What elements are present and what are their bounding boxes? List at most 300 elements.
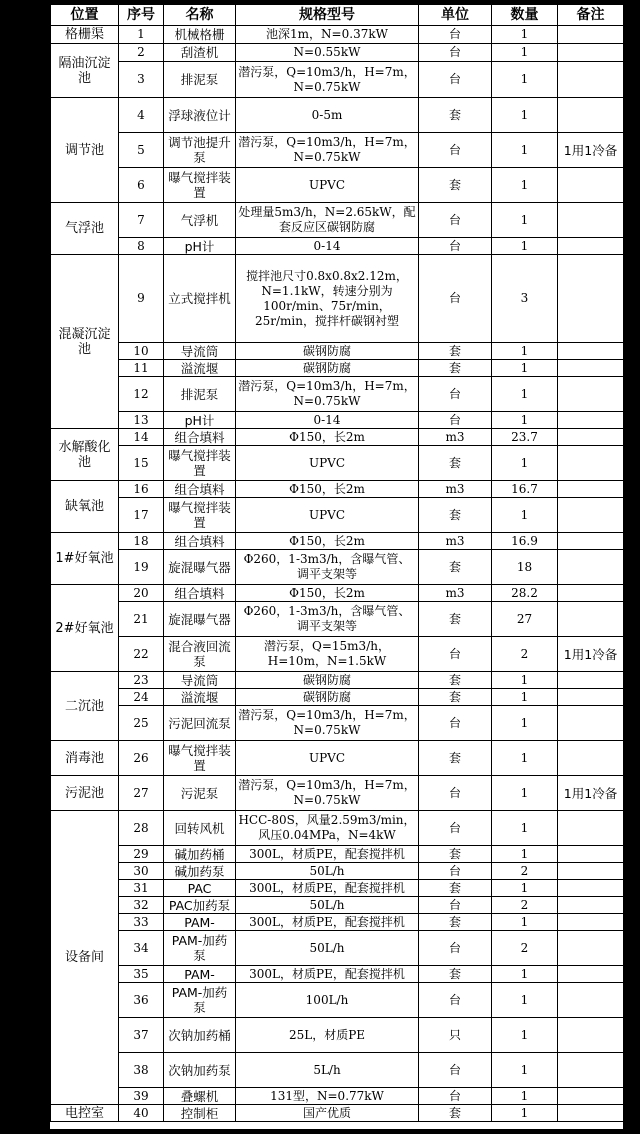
qty-cell: 2 — [492, 931, 558, 966]
qty-cell: 16.7 — [492, 481, 558, 498]
spec-cell: 潜污泵，Q=10m3/h，H=7m，N=0.75kW — [236, 377, 419, 412]
no-cell: 29 — [119, 846, 164, 863]
name-cell: 组合填料 — [164, 429, 236, 446]
note-cell — [558, 897, 624, 914]
no-cell: 12 — [119, 377, 164, 412]
no-cell: 7 — [119, 203, 164, 238]
spec-cell: 25L，材质PE — [236, 1018, 419, 1053]
name-cell: PAM- — [164, 966, 236, 983]
qty-cell: 1 — [492, 914, 558, 931]
spec-cell: 搅拌池尺寸0.8x0.8x2.12m，N=1.1kW，转速分别为100r/min、75r/min，25r/min，搅拌杆碳钢衬塑 — [236, 255, 419, 343]
table-row — [51, 637, 624, 672]
location-cell: 消毒池 — [51, 741, 119, 776]
equipment-table — [50, 4, 624, 1122]
no-cell: 39 — [119, 1088, 164, 1105]
spec-cell: 131型，N=0.77kW — [236, 1088, 419, 1105]
note-cell: 1用1冷备 — [558, 776, 624, 811]
unit-cell: 台 — [419, 412, 492, 429]
no-cell: 15 — [119, 446, 164, 481]
table-row — [51, 931, 624, 966]
name-cell: 浮球液位计 — [164, 98, 236, 133]
no-cell: 30 — [119, 863, 164, 880]
table-row — [51, 672, 624, 689]
qty-cell: 1 — [492, 1088, 558, 1105]
table-row — [51, 880, 624, 897]
table-row — [51, 533, 624, 550]
name-cell: 曝气搅拌装置 — [164, 741, 236, 776]
spec-cell: 潜污泵，Q=10m3/h，H=7m，N=0.75kW — [236, 706, 419, 741]
unit-cell: m3 — [419, 533, 492, 550]
name-cell: 次钠加药泵 — [164, 1053, 236, 1088]
name-cell: 机械格栅 — [164, 26, 236, 44]
no-cell: 20 — [119, 585, 164, 602]
no-cell: 33 — [119, 914, 164, 931]
note-cell — [558, 238, 624, 255]
note-cell — [558, 931, 624, 966]
unit-cell: 台 — [419, 377, 492, 412]
note-cell — [558, 446, 624, 481]
note-cell — [558, 360, 624, 377]
equipment-list-sheet — [50, 4, 623, 1129]
name-cell: 曝气搅拌装置 — [164, 446, 236, 481]
name-cell: PAM-加药泵 — [164, 983, 236, 1018]
no-cell: 38 — [119, 1053, 164, 1088]
table-row — [51, 602, 624, 637]
note-cell — [558, 1105, 624, 1122]
spec-cell: UPVC — [236, 498, 419, 533]
table-row — [51, 446, 624, 481]
no-cell: 9 — [119, 255, 164, 343]
note-cell — [558, 412, 624, 429]
qty-cell: 1 — [492, 706, 558, 741]
no-cell: 10 — [119, 343, 164, 360]
qty-cell: 1 — [492, 238, 558, 255]
no-cell: 34 — [119, 931, 164, 966]
table-row — [51, 897, 624, 914]
qty-cell: 1 — [492, 26, 558, 44]
name-cell: 曝气搅拌装置 — [164, 168, 236, 203]
unit-cell: 套 — [419, 672, 492, 689]
spec-cell: N=0.55kW — [236, 44, 419, 62]
unit-cell: 套 — [419, 1105, 492, 1122]
table-row — [51, 412, 624, 429]
unit-cell: 套 — [419, 966, 492, 983]
table-row — [51, 1053, 624, 1088]
no-cell: 21 — [119, 602, 164, 637]
qty-cell: 1 — [492, 168, 558, 203]
no-cell: 4 — [119, 98, 164, 133]
unit-cell: 台 — [419, 203, 492, 238]
location-cell: 缺氧池 — [51, 481, 119, 533]
table-row — [51, 966, 624, 983]
header-location: 位置 — [51, 5, 119, 26]
no-cell: 8 — [119, 238, 164, 255]
spec-cell: 300L，材质PE，配套搅拌机 — [236, 846, 419, 863]
spec-cell: 处理量5m3/h，N=2.65kW，配套反应区碳钢防腐 — [236, 203, 419, 238]
location-cell: 污泥池 — [51, 776, 119, 811]
unit-cell: 台 — [419, 931, 492, 966]
table-row — [51, 429, 624, 446]
no-cell: 40 — [119, 1105, 164, 1122]
unit-cell: 套 — [419, 446, 492, 481]
spec-cell: Φ150，长2m — [236, 533, 419, 550]
unit-cell: 套 — [419, 360, 492, 377]
unit-cell: 套 — [419, 498, 492, 533]
no-cell: 22 — [119, 637, 164, 672]
spec-cell: Φ150，长2m — [236, 429, 419, 446]
name-cell: 叠螺机 — [164, 1088, 236, 1105]
note-cell — [558, 1053, 624, 1088]
table-row — [51, 203, 624, 238]
name-cell: 导流筒 — [164, 343, 236, 360]
name-cell: 碱加药泵 — [164, 863, 236, 880]
note-cell — [558, 983, 624, 1018]
note-cell — [558, 62, 624, 98]
name-cell: 排泥泵 — [164, 62, 236, 98]
unit-cell: m3 — [419, 585, 492, 602]
qty-cell: 2 — [492, 897, 558, 914]
spec-cell: UPVC — [236, 446, 419, 481]
note-cell — [558, 550, 624, 585]
no-cell: 24 — [119, 689, 164, 706]
name-cell: 气浮机 — [164, 203, 236, 238]
name-cell: PAC加药泵 — [164, 897, 236, 914]
spec-cell: 池深1m，N=0.37kW — [236, 26, 419, 44]
note-cell — [558, 585, 624, 602]
spec-cell: Φ260，1-3m3/h，含曝气管、调平支架等 — [236, 550, 419, 585]
note-cell — [558, 1018, 624, 1053]
name-cell: 组合填料 — [164, 585, 236, 602]
qty-cell: 1 — [492, 203, 558, 238]
no-cell: 27 — [119, 776, 164, 811]
unit-cell: 台 — [419, 897, 492, 914]
spec-cell: 0-5m — [236, 98, 419, 133]
name-cell: pH计 — [164, 238, 236, 255]
qty-cell: 1 — [492, 983, 558, 1018]
table-row — [51, 983, 624, 1018]
table-row — [51, 238, 624, 255]
spec-cell: 碳钢防腐 — [236, 343, 419, 360]
location-cell: 电控室 — [51, 1105, 119, 1122]
note-cell — [558, 602, 624, 637]
name-cell: 旋混曝气器 — [164, 550, 236, 585]
spec-cell: UPVC — [236, 168, 419, 203]
table-row — [51, 550, 624, 585]
qty-cell: 2 — [492, 863, 558, 880]
spec-cell: 50L/h — [236, 897, 419, 914]
no-cell: 36 — [119, 983, 164, 1018]
unit-cell: 台 — [419, 811, 492, 846]
qty-cell: 1 — [492, 498, 558, 533]
name-cell: 旋混曝气器 — [164, 602, 236, 637]
table-row — [51, 343, 624, 360]
location-cell: 调节池 — [51, 98, 119, 203]
spec-cell: Φ150，长2m — [236, 481, 419, 498]
spec-cell: UPVC — [236, 741, 419, 776]
no-cell: 14 — [119, 429, 164, 446]
note-cell — [558, 498, 624, 533]
qty-cell: 1 — [492, 880, 558, 897]
location-cell: 混凝沉淀池 — [51, 255, 119, 429]
unit-cell: 台 — [419, 706, 492, 741]
no-cell: 28 — [119, 811, 164, 846]
note-cell — [558, 741, 624, 776]
spec-cell: 潜污泵，Q=10m3/h，H=7m，N=0.75kW — [236, 776, 419, 811]
no-cell: 19 — [119, 550, 164, 585]
table-row — [51, 1018, 624, 1053]
qty-cell: 1 — [492, 44, 558, 62]
unit-cell: m3 — [419, 481, 492, 498]
qty-cell: 1 — [492, 98, 558, 133]
table-row — [51, 168, 624, 203]
qty-cell: 1 — [492, 446, 558, 481]
note-cell — [558, 966, 624, 983]
qty-cell: 1 — [492, 62, 558, 98]
unit-cell: 套 — [419, 168, 492, 203]
unit-cell: 套 — [419, 880, 492, 897]
note-cell — [558, 429, 624, 446]
note-cell — [558, 846, 624, 863]
table-row — [51, 377, 624, 412]
unit-cell: 套 — [419, 914, 492, 931]
name-cell: 组合填料 — [164, 481, 236, 498]
spec-cell: 5L/h — [236, 1053, 419, 1088]
name-cell: PAM- — [164, 914, 236, 931]
note-cell: 1用1冷备 — [558, 133, 624, 168]
name-cell: 污泥回流泵 — [164, 706, 236, 741]
unit-cell: 台 — [419, 255, 492, 343]
note-cell — [558, 689, 624, 706]
table-row — [51, 1088, 624, 1105]
qty-cell: 28.2 — [492, 585, 558, 602]
qty-cell: 1 — [492, 1105, 558, 1122]
location-cell: 设备间 — [51, 811, 119, 1105]
location-cell: 隔油沉淀池 — [51, 44, 119, 98]
header-spec: 规格型号 — [236, 5, 419, 26]
unit-cell: 台 — [419, 863, 492, 880]
spec-cell: 50L/h — [236, 931, 419, 966]
note-cell — [558, 880, 624, 897]
unit-cell: 只 — [419, 1018, 492, 1053]
table-row — [51, 863, 624, 880]
location-cell: 二沉池 — [51, 672, 119, 741]
qty-cell: 1 — [492, 343, 558, 360]
note-cell — [558, 672, 624, 689]
name-cell: 溢流堰 — [164, 360, 236, 377]
header-name: 名称 — [164, 5, 236, 26]
name-cell: 碱加药桶 — [164, 846, 236, 863]
unit-cell: 台 — [419, 44, 492, 62]
table-row — [51, 481, 624, 498]
table-row — [51, 706, 624, 741]
note-cell — [558, 26, 624, 44]
spec-cell: 300L，材质PE，配套搅拌机 — [236, 880, 419, 897]
table-row — [51, 776, 624, 811]
table-row — [51, 133, 624, 168]
unit-cell: 台 — [419, 238, 492, 255]
note-cell — [558, 98, 624, 133]
no-cell: 23 — [119, 672, 164, 689]
unit-cell: 套 — [419, 602, 492, 637]
no-cell: 37 — [119, 1018, 164, 1053]
no-cell: 16 — [119, 481, 164, 498]
no-cell: 25 — [119, 706, 164, 741]
name-cell: PAM-加药泵 — [164, 931, 236, 966]
note-cell — [558, 533, 624, 550]
qty-cell: 18 — [492, 550, 558, 585]
name-cell: 次钠加药桶 — [164, 1018, 236, 1053]
table-row — [51, 741, 624, 776]
name-cell: 调节池提升泵 — [164, 133, 236, 168]
spec-cell: 300L，材质PE，配套搅拌机 — [236, 914, 419, 931]
table-row — [51, 498, 624, 533]
unit-cell: 台 — [419, 1088, 492, 1105]
qty-cell: 1 — [492, 689, 558, 706]
name-cell: 回转风机 — [164, 811, 236, 846]
qty-cell: 1 — [492, 377, 558, 412]
name-cell: 曝气搅拌装置 — [164, 498, 236, 533]
qty-cell: 1 — [492, 133, 558, 168]
table-row — [51, 585, 624, 602]
table-row — [51, 811, 624, 846]
qty-cell: 3 — [492, 255, 558, 343]
qty-cell: 1 — [492, 360, 558, 377]
no-cell: 5 — [119, 133, 164, 168]
table-row — [51, 26, 624, 44]
name-cell: pH计 — [164, 412, 236, 429]
spec-cell: 50L/h — [236, 863, 419, 880]
note-cell — [558, 481, 624, 498]
table-row — [51, 1105, 624, 1122]
unit-cell: 台 — [419, 776, 492, 811]
name-cell: 混合液回流泵 — [164, 637, 236, 672]
note-cell — [558, 44, 624, 62]
spec-cell: 碳钢防腐 — [236, 689, 419, 706]
spec-cell: Φ260，1-3m3/h，含曝气管、调平支架等 — [236, 602, 419, 637]
no-cell: 17 — [119, 498, 164, 533]
table-row — [51, 360, 624, 377]
note-cell — [558, 863, 624, 880]
no-cell: 1 — [119, 26, 164, 44]
name-cell: 导流筒 — [164, 672, 236, 689]
no-cell: 2 — [119, 44, 164, 62]
no-cell: 18 — [119, 533, 164, 550]
qty-cell: 1 — [492, 811, 558, 846]
location-cell: 格栅渠 — [51, 26, 119, 44]
qty-cell: 1 — [492, 1018, 558, 1053]
note-cell — [558, 255, 624, 343]
header-no: 序号 — [119, 5, 164, 26]
unit-cell: 台 — [419, 62, 492, 98]
note-cell: 1用1冷备 — [558, 637, 624, 672]
header-note: 备注 — [558, 5, 624, 26]
unit-cell: 套 — [419, 846, 492, 863]
no-cell: 35 — [119, 966, 164, 983]
table-row — [51, 98, 624, 133]
table-row — [51, 44, 624, 62]
name-cell: PAC — [164, 880, 236, 897]
note-cell — [558, 706, 624, 741]
note-cell — [558, 168, 624, 203]
name-cell: 溢流堰 — [164, 689, 236, 706]
table-row — [51, 62, 624, 98]
unit-cell: 台 — [419, 1053, 492, 1088]
unit-cell: m3 — [419, 429, 492, 446]
unit-cell: 套 — [419, 98, 492, 133]
spec-cell: 0-14 — [236, 412, 419, 429]
unit-cell: 台 — [419, 26, 492, 44]
unit-cell: 套 — [419, 343, 492, 360]
note-cell — [558, 1088, 624, 1105]
name-cell: 控制柜 — [164, 1105, 236, 1122]
spec-cell: Φ150，长2m — [236, 585, 419, 602]
spec-cell: 潜污泵，Q=15m3/h，H=10m，N=1.5kW — [236, 637, 419, 672]
spec-cell: 碳钢防腐 — [236, 360, 419, 377]
no-cell: 31 — [119, 880, 164, 897]
name-cell: 刮渣机 — [164, 44, 236, 62]
name-cell: 立式搅拌机 — [164, 255, 236, 343]
location-cell: 2#好氧池 — [51, 585, 119, 672]
no-cell: 11 — [119, 360, 164, 377]
note-cell — [558, 811, 624, 846]
table-row — [51, 689, 624, 706]
unit-cell: 套 — [419, 550, 492, 585]
name-cell: 污泥泵 — [164, 776, 236, 811]
note-cell — [558, 203, 624, 238]
qty-cell: 23.7 — [492, 429, 558, 446]
table-row — [51, 846, 624, 863]
no-cell: 13 — [119, 412, 164, 429]
location-cell: 气浮池 — [51, 203, 119, 255]
qty-cell: 1 — [492, 846, 558, 863]
no-cell: 32 — [119, 897, 164, 914]
table-row — [51, 255, 624, 343]
spec-cell: 碳钢防腐 — [236, 672, 419, 689]
name-cell: 排泥泵 — [164, 377, 236, 412]
unit-cell: 套 — [419, 689, 492, 706]
qty-cell: 1 — [492, 966, 558, 983]
qty-cell: 1 — [492, 672, 558, 689]
unit-cell: 台 — [419, 637, 492, 672]
location-cell: 1#好氧池 — [51, 533, 119, 585]
name-cell: 组合填料 — [164, 533, 236, 550]
location-cell: 水解酸化池 — [51, 429, 119, 481]
qty-cell: 1 — [492, 741, 558, 776]
table-row — [51, 914, 624, 931]
note-cell — [558, 377, 624, 412]
header-qty: 数量 — [492, 5, 558, 26]
qty-cell: 27 — [492, 602, 558, 637]
header-row — [51, 5, 624, 26]
qty-cell: 1 — [492, 1053, 558, 1088]
spec-cell: 100L/h — [236, 983, 419, 1018]
unit-cell: 台 — [419, 133, 492, 168]
no-cell: 26 — [119, 741, 164, 776]
qty-cell: 2 — [492, 637, 558, 672]
qty-cell: 1 — [492, 776, 558, 811]
qty-cell: 1 — [492, 412, 558, 429]
note-cell — [558, 914, 624, 931]
note-cell — [558, 343, 624, 360]
spec-cell: 国产优质 — [236, 1105, 419, 1122]
no-cell: 3 — [119, 62, 164, 98]
spec-cell: HCC-80S，风量2.59m3/min，风压0.04MPa，N=4kW — [236, 811, 419, 846]
unit-cell: 台 — [419, 983, 492, 1018]
qty-cell: 16.9 — [492, 533, 558, 550]
spec-cell: 潜污泵，Q=10m3/h，H=7m，N=0.75kW — [236, 62, 419, 98]
header-unit: 单位 — [419, 5, 492, 26]
spec-cell: 300L，材质PE，配套搅拌机 — [236, 966, 419, 983]
